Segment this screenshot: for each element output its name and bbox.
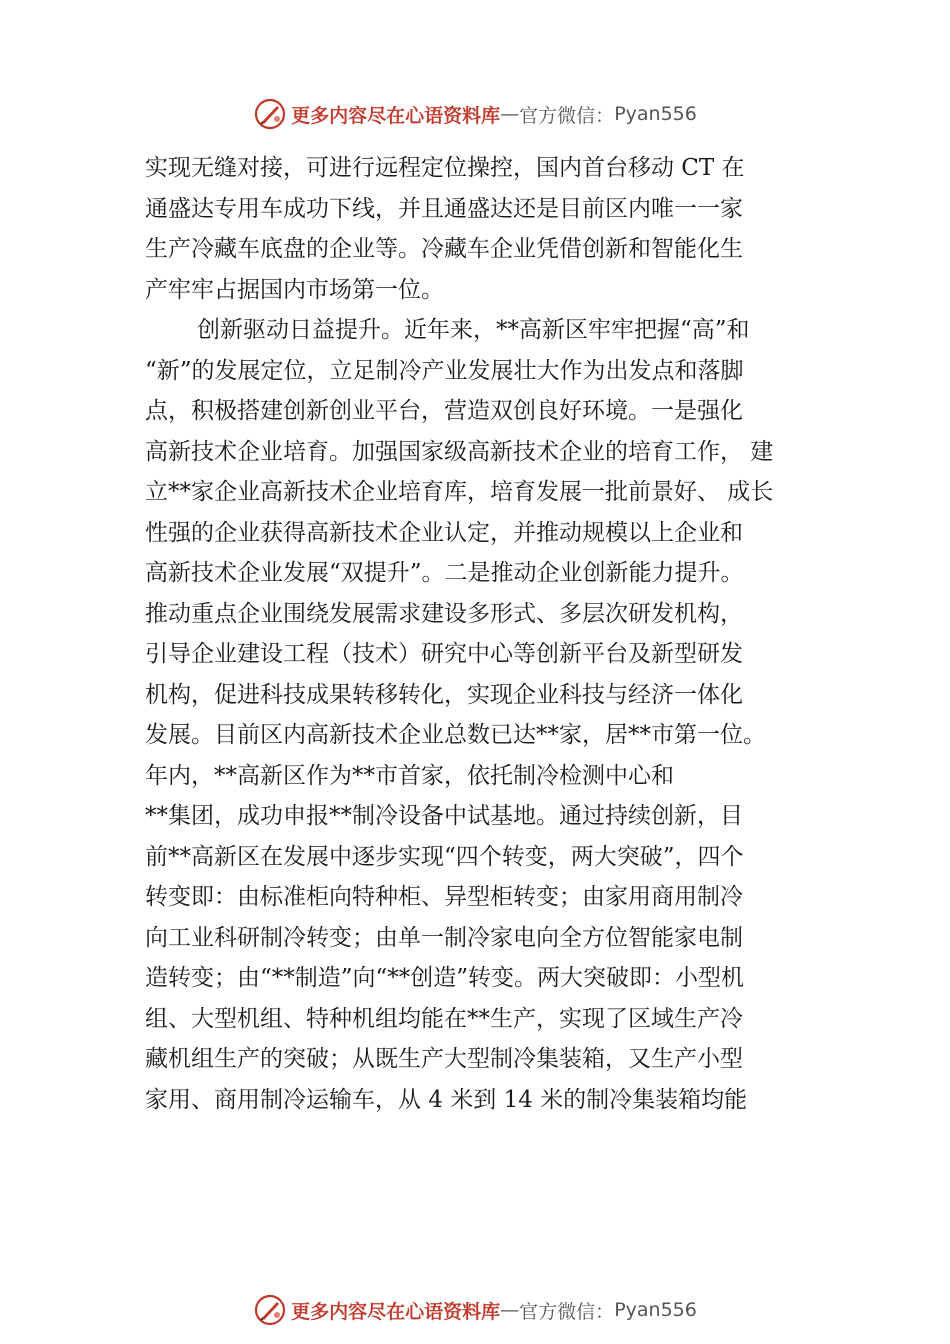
footer-wechat-label: 官方微信：	[519, 1300, 615, 1323]
body-line: 高新技术企业培育。加强国家级高新技术企业的培育工作， 建	[145, 438, 774, 465]
body-line: 产牢牢占据国内市场第一位。	[145, 276, 444, 303]
body-line: 引导企业建设工程（技术）研究中心等创新平台及新型研发	[145, 641, 743, 667]
body-line: 年内，**高新区作为**市首家，依托制冷检测中心和	[145, 762, 674, 789]
body-line: 性强的企业获得高新技术企业认定，并推动规模以上企业和	[145, 519, 743, 546]
body-line: 组、大型机组、特种机组均能在**生产，实现了区域生产冷	[145, 1005, 743, 1032]
header-wechat-id: Pyan556	[614, 103, 697, 125]
body-line: 高新技术企业发展“双提升”。二是推动企业创新能力提升。	[145, 560, 744, 586]
body-line: 藏机组生产的突破；从既生产大型制冷集装箱，又生产小型	[145, 1046, 743, 1072]
body-line: 推动重点企业围绕发展需求建设多形式、多层次研发机构，	[145, 600, 743, 627]
document-body	[145, 148, 825, 1120]
header-wechat-label: 官方微信：	[519, 104, 615, 127]
header-dash: —	[500, 103, 520, 125]
body-line: 机构，促进科技成果转移转化，实现企业科技与经济一体化	[145, 681, 743, 708]
footer-watermark-banner	[0, 1288, 950, 1332]
header-watermark-banner	[0, 92, 950, 136]
body-line: 家用、商用制冷运输车，从 4 米到 14 米的制冷集装箱均能	[145, 1086, 748, 1113]
body-line: 点，积极搭建创新创业平台，营造双创良好环境。一是强化	[145, 398, 743, 424]
body-line: 前**高新区在发展中逐步实现“四个转变，两大突破”，四个	[145, 843, 744, 870]
body-line: 向工业科研制冷转变；由单一制冷家电向全方位智能家电制	[145, 924, 743, 951]
footer-brand-text: 更多内容尽在心语资料库	[291, 1300, 501, 1323]
body-line: 转变即：由标准柜向特种柜、异型柜转变；由家用商用制冷	[145, 884, 743, 910]
body-line: **集团，成功申报**制冷设备中试基地。通过持续创新，目	[145, 803, 743, 829]
quill-logo-icon	[253, 1293, 287, 1327]
paragraph-start-line: 创新驱动日益提升。近年来，**高新区牢牢把握“高”和	[197, 317, 750, 343]
body-line: “新”的发展定位，立足制冷产业发展壮大作为出发点和落脚	[145, 357, 744, 384]
footer-dash: —	[500, 1299, 520, 1321]
header-brand-text: 更多内容尽在心语资料库	[291, 104, 501, 127]
body-line: 通盛达专用车成功下线，并且通盛达还是目前区内唯一一家	[145, 195, 743, 222]
quill-logo-icon	[253, 97, 287, 131]
body-line: 造转变；由“**制造”向“**创造”转变。两大突破即：小型机	[145, 965, 745, 991]
body-line: 实现无缝对接，可进行远程定位操控，国内首台移动 CT 在	[145, 155, 745, 181]
body-line: 立**家企业高新技术企业培育库，培育发展一批前景好、 成长	[145, 479, 774, 505]
footer-wechat-id: Pyan556	[614, 1299, 697, 1321]
body-line: 发展。目前区内高新技术企业总数已达**家，居**市第一位。	[145, 722, 766, 748]
body-line: 生产冷藏车底盘的企业等。冷藏车企业凭借创新和智能化生	[145, 236, 743, 262]
